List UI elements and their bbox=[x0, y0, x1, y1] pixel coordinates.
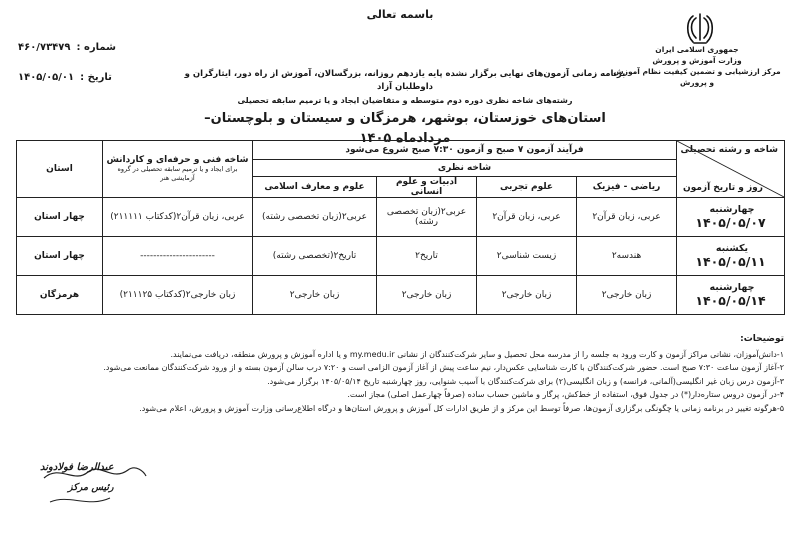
subject-cell: زبان خارجی۲ bbox=[477, 276, 577, 315]
subject-cell: زیست شناسی۲ bbox=[477, 237, 577, 276]
table-corner-header bbox=[677, 141, 785, 198]
subject-header: ریاضی - فیزیک bbox=[577, 177, 677, 198]
subject-cell: عربی، زبان قرآن۲ bbox=[577, 198, 677, 237]
exam-day-cell bbox=[677, 237, 785, 276]
note-item: ۵-هرگونه تغییر در برنامه زمانی یا چگونگی برگزاری آزمون‌ها، صرفاً توسط این مرکز و از طریق ادارات کل آموزش و پرورش استان‌ها و درگاه اطلاع‌رسانی وزارت آموزش و پرورش، اعلام می‌شود. bbox=[139, 403, 784, 413]
province-header: استان bbox=[17, 141, 103, 198]
iran-emblem-icon bbox=[684, 10, 716, 48]
notes-title: توضیحات: bbox=[740, 334, 784, 344]
subject-cell: زبان خارجی۲ bbox=[377, 276, 477, 315]
subject-cell: زبان خارجی۲ bbox=[253, 276, 377, 315]
corner-top-label: شاخه و رشته تحصیلی bbox=[680, 145, 779, 155]
province-cell: چهار استان bbox=[17, 237, 103, 276]
subject-header: علوم و معارف اسلامی bbox=[253, 177, 377, 198]
tech-cell: زبان خارجی۲(کدکتاب ۲۱۱۱۲۵) bbox=[103, 276, 253, 315]
headline bbox=[180, 68, 630, 149]
subject-cell: عربی۲(زبان تخصصی رشته) bbox=[253, 198, 377, 237]
note-item: ۱-دانش‌آموزان، نشانی مراکز آزمون و کارت ورود به جلسه را از مدرسه محل تحصیل و سایر شرکت‌کنندگان از نشانی my.medu.ir و یا اداره آموزش و پرورش منطقه، دریافت می‌نمایند. bbox=[170, 349, 784, 359]
tech-branch-header bbox=[103, 141, 253, 198]
headline-line2: رشته‌های شاخه نظری دوره دوم متوسطه و متقاضیان ایجاد و یا ترمیم سابقه تحصیلی bbox=[237, 96, 573, 105]
subject-cell: عربی۲(زبان تخصصی رشته) bbox=[377, 198, 477, 237]
signature-block bbox=[40, 458, 150, 518]
letter-date bbox=[18, 72, 112, 83]
org-line: جمهوری اسلامی ایران bbox=[655, 45, 739, 54]
signatory-name: عبدالرضا فولادوند bbox=[40, 462, 114, 473]
exam-day: یکشنبه bbox=[715, 243, 749, 254]
exam-date: ۱۴۰۵/۰۵/۰۷ bbox=[695, 215, 766, 230]
exam-day: چهارشنبه bbox=[709, 282, 755, 293]
org-line: مرکز ارزشیابی و تضمین کیفیت نظام آموزش و پرورش bbox=[613, 67, 781, 87]
branch-header: شاخه نظری bbox=[253, 160, 677, 177]
exam-day: چهارشنبه bbox=[709, 204, 755, 215]
subject-header: علوم تجربی bbox=[477, 177, 577, 198]
exam-date: ۱۴۰۵/۰۵/۱۱ bbox=[695, 254, 766, 269]
letter-number bbox=[18, 42, 116, 53]
tech-cell: ----------------------- bbox=[103, 237, 253, 276]
subject-header: ادبیات و علوم انسانی bbox=[377, 177, 477, 198]
note-item: ۲-آغاز آزمون ساعت ۷:۳۰ صبح است. حضور شرکت‌کنندگان با کارت شناسایی عکس‌دار، نیم ساعت پیش از آغاز آزمون الزامی است و ۷:۲۰ درب سالن آزمون بسته و از ورود شرکت‌کنندگان ممانعت می‌شود. bbox=[103, 363, 784, 372]
note-item: ۴-در آزمون دروس ستاره‌دار(*) در جدول فوق، استفاده از خط‌کش، پرگار و ماشین حساب ساده (صرفاً چهارعمل اصلی) مجاز است. bbox=[347, 390, 784, 399]
subject-cell: زبان خارجی۲ bbox=[577, 276, 677, 315]
subject-cell: عربی، زبان قرآن۲ bbox=[477, 198, 577, 237]
date-label: تاریخ : bbox=[80, 72, 112, 83]
subject-cell: تاریخ۲(تخصصی رشته) bbox=[253, 237, 377, 276]
tech-cell: عربی، زبان قرآن۲(کدکتاب ۲۱۱۱۱۱) bbox=[103, 198, 253, 237]
exam-day-cell bbox=[677, 198, 785, 237]
org-line: وزارت آموزش و پرورش bbox=[652, 56, 742, 65]
tech-branch-note: برای ایجاد و یا ترمیم سابقه تحصیلی در گروه آزمایشی هنر bbox=[117, 165, 238, 182]
table-row bbox=[17, 276, 785, 315]
invocation: باسمه تعالی bbox=[366, 8, 434, 21]
headline-line1: برنامه زمانی آزمون‌های نهایی برگزار نشده پایه یازدهم روزانه، بزرگسالان، آموزش از راه دور، ایثارگران و داوطلبان آزاد bbox=[184, 69, 626, 92]
exam-date: ۱۴۰۵/۰۵/۱۴ bbox=[695, 293, 766, 308]
number-label: شماره : bbox=[76, 42, 116, 53]
process-header: فرآیند آزمون ۷ صبح و آزمون ۷:۳۰ صبح شروع می‌شود bbox=[253, 141, 677, 160]
exam-day-cell bbox=[677, 276, 785, 315]
headline-title: استان‌های خوزستان، بوشهر، هرمزگان و سیستان و بلوچستان– مردادماه ۱۴۰۵ bbox=[204, 111, 606, 146]
date-value: ۱۴۰۵/۰۵/۰۱ bbox=[18, 72, 75, 83]
corner-bottom-label: روز و تاریخ آزمون bbox=[683, 183, 763, 193]
exam-schedule-table bbox=[16, 140, 785, 315]
tech-branch-title: شاخه فنی و حرفه‌ای و کاردانش bbox=[106, 155, 249, 165]
subject-cell: هندسه۲ bbox=[577, 237, 677, 276]
organization-block bbox=[612, 44, 782, 88]
note-item: ۳-آزمون درس زبان غیر انگلیسی(آلمانی، فرانسه) و زبان انگلیسی(۲) برای شرکت‌کنندگان با آسیب شنوایی، روز چهارشنبه تاریخ ۱۴۰۵/۰۵/۱۴ برگزار می‌شود. bbox=[267, 376, 784, 386]
province-cell: چهار استان bbox=[17, 198, 103, 237]
number-value: ۴۶۰/۷۳۴۷۹ bbox=[18, 42, 71, 53]
subject-cell: تاریخ۲ bbox=[377, 237, 477, 276]
province-cell: هرمزگان bbox=[17, 276, 103, 315]
table-row bbox=[17, 198, 785, 237]
table-row bbox=[17, 237, 785, 276]
notes-section bbox=[16, 333, 784, 415]
signatory-title: رئیس مرکز bbox=[68, 482, 114, 493]
